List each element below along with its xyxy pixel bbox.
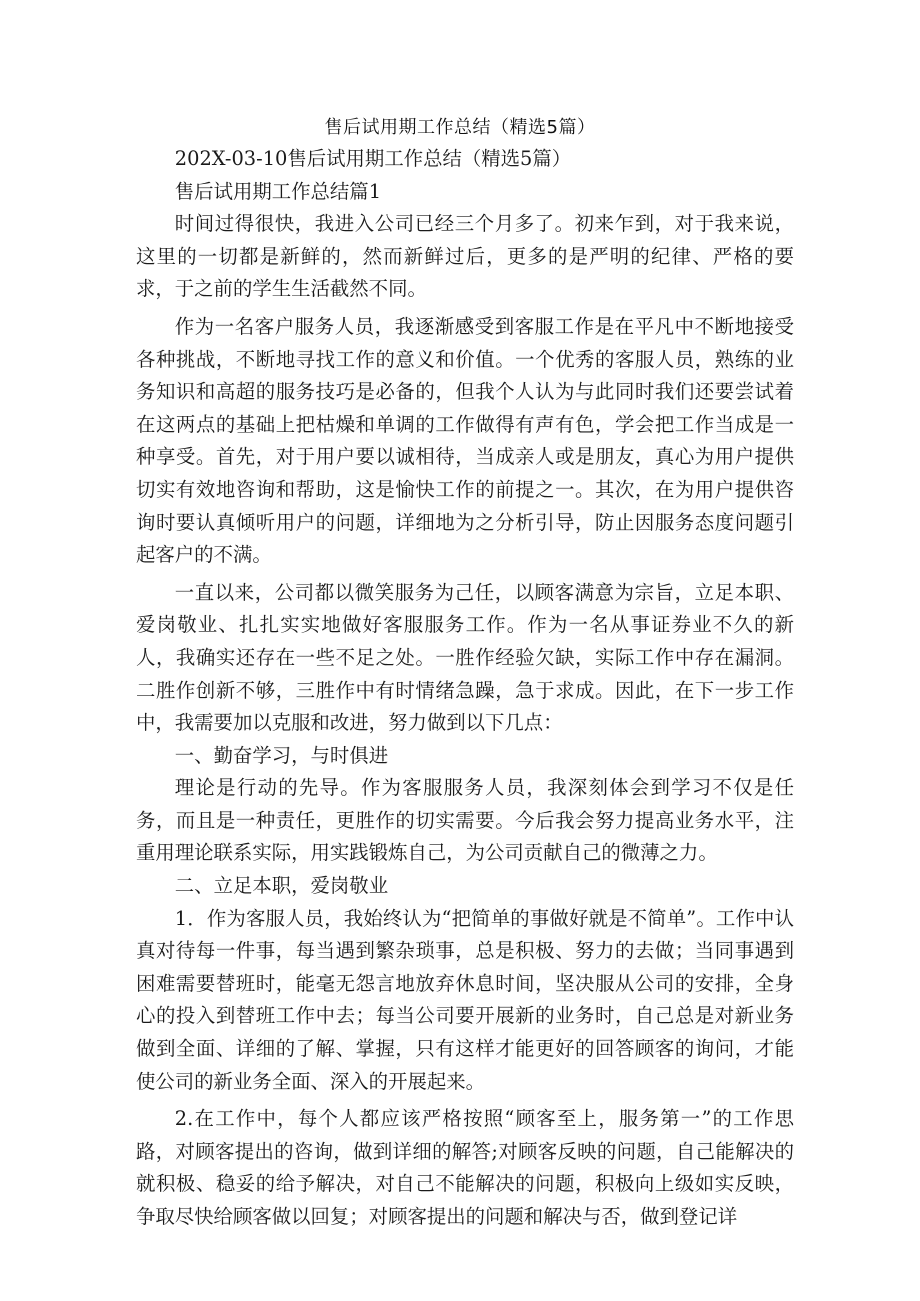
body-paragraph: 时间过得很快，我进入公司已经三个月多了。初来乍到，对于我来说，这里的一切都是新鲜的，然而新鲜过后，更多的是严明的纪律、严格的要求，于之前的学生生活截然不同。 (136, 212, 794, 301)
section-heading: 售后试用期工作总结篇1 (174, 179, 382, 203)
body-paragraph: 1．作为客服人员，我始终认为“把简单的事做好就是不简单”。工作中认真对待每一件事，每当遇到繁杂琐事，总是积极、努力的去做；当同事遇到困难需要替班时，能毫无怨言地放弃休息时间，坚决服从公司的安排，全身心的投入到替班工作中去；每当公司要开展新的业务时，自己总是对新业务做到全面、详细的了解、掌握，只有这样才能更好的回答顾客的询问，才能使公司的新业务全面、深入的开展起来。 (136, 906, 794, 1093)
body-paragraph: 一直以来，公司都以微笑服务为己任，以顾客满意为宗旨，立足本职、爱岗敬业、扎扎实实地做好客服服务工作。作为一名从事证券业不久的新人，我确实还存在一些不足之处。一胜作经验欠缺，实际工作中存在漏洞。二胜作创新不够，三胜作中有时情绪急躁，急于求成。因此，在下一步工作中，我需要加以克服和改进，努力做到以下几点： (136, 580, 794, 735)
body-paragraph: 理论是行动的先导。作为客服服务人员，我深刻体会到学习不仅是任务，而且是一种责任，更胜作的切实需要。今后我会努力提高业务水平，注重用理论联系实际，用实践锻炼自己，为公司贡献自己的微薄之力。 (136, 776, 794, 865)
body-paragraph: 作为一名客户服务人员，我逐渐感受到客服工作是在平凡中不断地接受各种挑战，不断地寻找工作的意义和价值。一个优秀的客服人员，熟练的业务知识和高超的服务技巧是必备的，但我个人认为与此同时我们还要尝试着在这两点的基础上把枯燥和单调的工作做得有声有色，学会把工作当成是一种享受。首先，对于用户要以诚相待，当成亲人或是朋友，真心为用户提供切实有效地咨询和帮助，这是愉快工作的前提之一。其次，在为用户提供咨询时要认真倾听用户的问题，详细地为之分析引导，防止因服务态度问题引起客户的不满。 (136, 314, 794, 567)
document-body (136, 143, 794, 1234)
subheading: 一、勤奋学习，与时俱进 (174, 743, 389, 767)
document-title: 售后试用期工作总结（精选5篇） (324, 117, 596, 138)
body-paragraph: 2.在工作中，每个人都应该严格按照“顾客至上，服务第一”的工作思路，对顾客提出的咨询，做到详细的解答;对顾客反映的问题，自己能解决的就积极、稳妥的给予解决，对自己不能解决的问题，积极向上级如实反映，争取尽快给顾客做以回复；对顾客提出的问题和解决与否，做到登记详 (136, 1107, 794, 1228)
subheading: 二、立足本职，爱岗敬业 (174, 874, 389, 898)
doc-date-line: 202X-03-10售后试用期工作总结（精选5篇） (174, 147, 572, 170)
